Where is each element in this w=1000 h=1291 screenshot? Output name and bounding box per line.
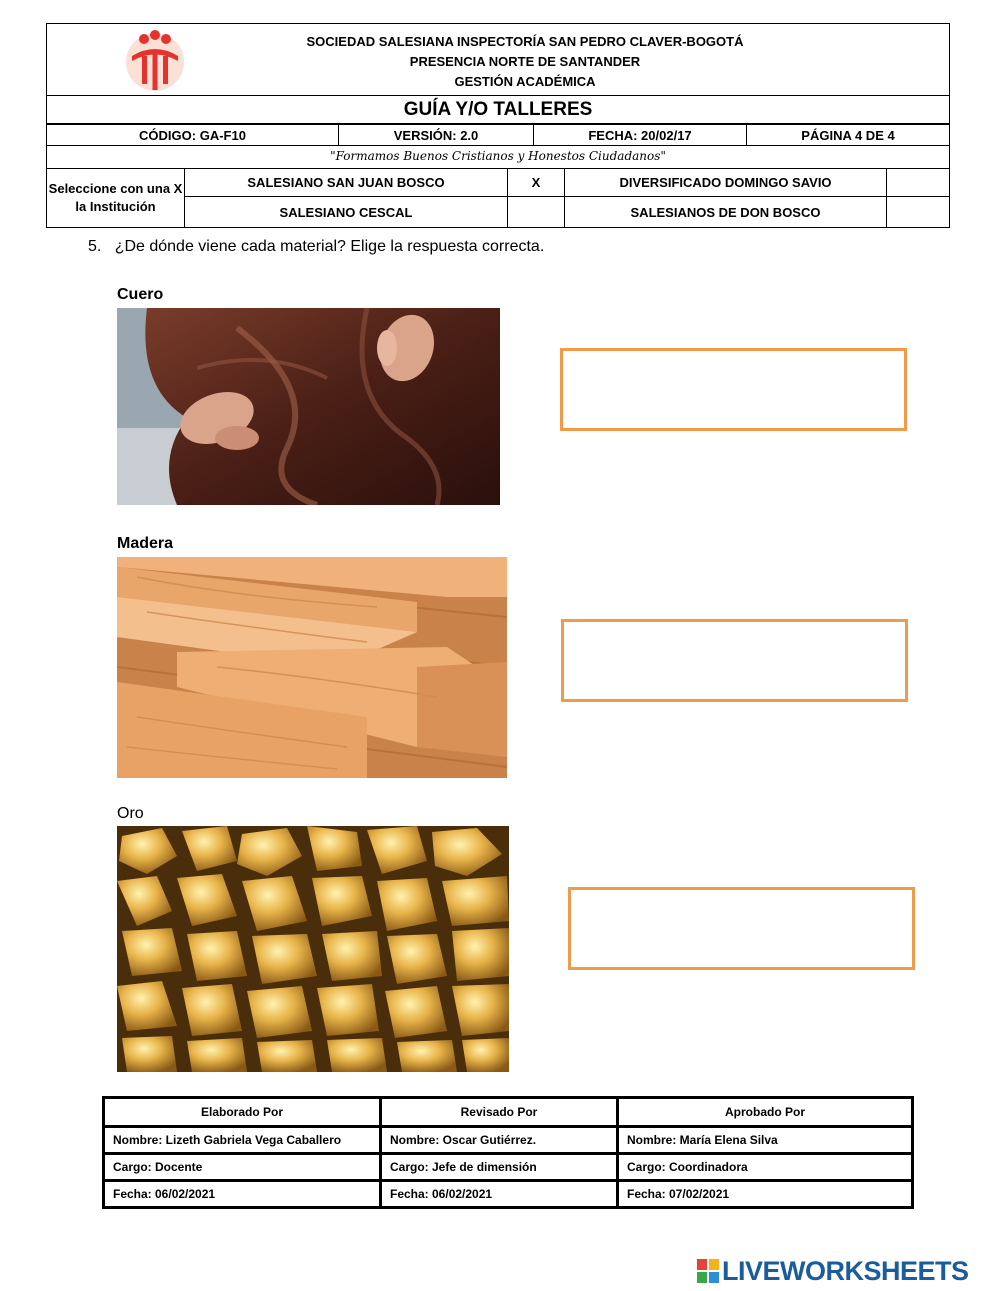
- material-label-oro: Oro: [117, 805, 144, 822]
- institution-name: DIVERSIFICADO DOMINGO SAVIO: [565, 169, 887, 197]
- question-text: ¿De dónde viene cada material? Elige la respuesta correcta.: [114, 238, 545, 255]
- org-line-1: SOCIEDAD SALESIANA INSPECTORÍA SAN PEDRO CLAVER-BOGOTÁ: [306, 34, 744, 49]
- material-label-cuero: Cuero: [117, 286, 164, 303]
- wood-planks-photo: [117, 557, 507, 778]
- codigo-cell: CÓDIGO: GA-F10: [47, 125, 339, 146]
- approval-cell: Fecha: 06/02/2021: [104, 1181, 381, 1208]
- answer-box-oro[interactable]: [568, 887, 915, 970]
- org-line-3: GESTIÓN ACADÉMICA: [454, 74, 596, 89]
- institution-table: [46, 168, 950, 228]
- institution-mark[interactable]: X: [508, 169, 565, 197]
- motto: "Formamos Buenos Cristianos y Honestos Ciudadanos": [46, 145, 950, 169]
- select-institution-label: Seleccione con una X la Institución: [47, 169, 185, 228]
- approval-cell: Cargo: Coordinadora: [618, 1154, 913, 1181]
- answer-box-madera[interactable]: [561, 619, 908, 702]
- liveworksheets-wordmark: LIVEWORKSHEETS: [722, 1256, 969, 1286]
- material-label-madera: Madera: [117, 535, 174, 552]
- org-line-2: PRESENCIA NORTE DE SANTANDER: [409, 54, 641, 69]
- answer-box-cuero[interactable]: [560, 348, 907, 431]
- organization-heading: [190, 32, 860, 92]
- leather-photo: [117, 308, 500, 505]
- institution-mark[interactable]: [887, 197, 950, 228]
- institution-name: SALESIANO SAN JUAN BOSCO: [185, 169, 508, 197]
- liveworksheets-logo-icon: [697, 1259, 719, 1283]
- institution-mark[interactable]: [887, 169, 950, 197]
- pagina-cell: PÁGINA 4 DE 4: [747, 125, 950, 146]
- fecha-cell: FECHA: 20/02/17: [534, 125, 747, 146]
- approval-table: [102, 1096, 914, 1209]
- gold-nuggets-photo: [117, 826, 509, 1072]
- approval-header: Aprobado Por: [618, 1098, 913, 1127]
- liveworksheets-brand: [697, 1254, 997, 1288]
- institution-mark[interactable]: [508, 197, 565, 228]
- question-number: 5.: [88, 238, 102, 255]
- approval-header: Elaborado Por: [104, 1098, 381, 1127]
- approval-cell: Cargo: Docente: [104, 1154, 381, 1181]
- document-title: GUÍA Y/O TALLERES: [46, 96, 950, 124]
- approval-cell: Cargo: Jefe de dimensión: [381, 1154, 618, 1181]
- question: [88, 238, 544, 256]
- approval-header: Revisado Por: [381, 1098, 618, 1127]
- approval-cell: Fecha: 06/02/2021: [381, 1181, 618, 1208]
- approval-cell: Nombre: María Elena Silva: [618, 1127, 913, 1154]
- approval-cell: Fecha: 07/02/2021: [618, 1181, 913, 1208]
- institution-name: SALESIANOS DE DON BOSCO: [565, 197, 887, 228]
- document-meta-table: [46, 124, 950, 146]
- salesian-logo-icon: [124, 26, 186, 94]
- version-cell: VERSIÓN: 2.0: [339, 125, 534, 146]
- approval-cell: Nombre: Oscar Gutiérrez.: [381, 1127, 618, 1154]
- institution-name: SALESIANO CESCAL: [185, 197, 508, 228]
- approval-cell: Nombre: Lizeth Gabriela Vega Caballero: [104, 1127, 381, 1154]
